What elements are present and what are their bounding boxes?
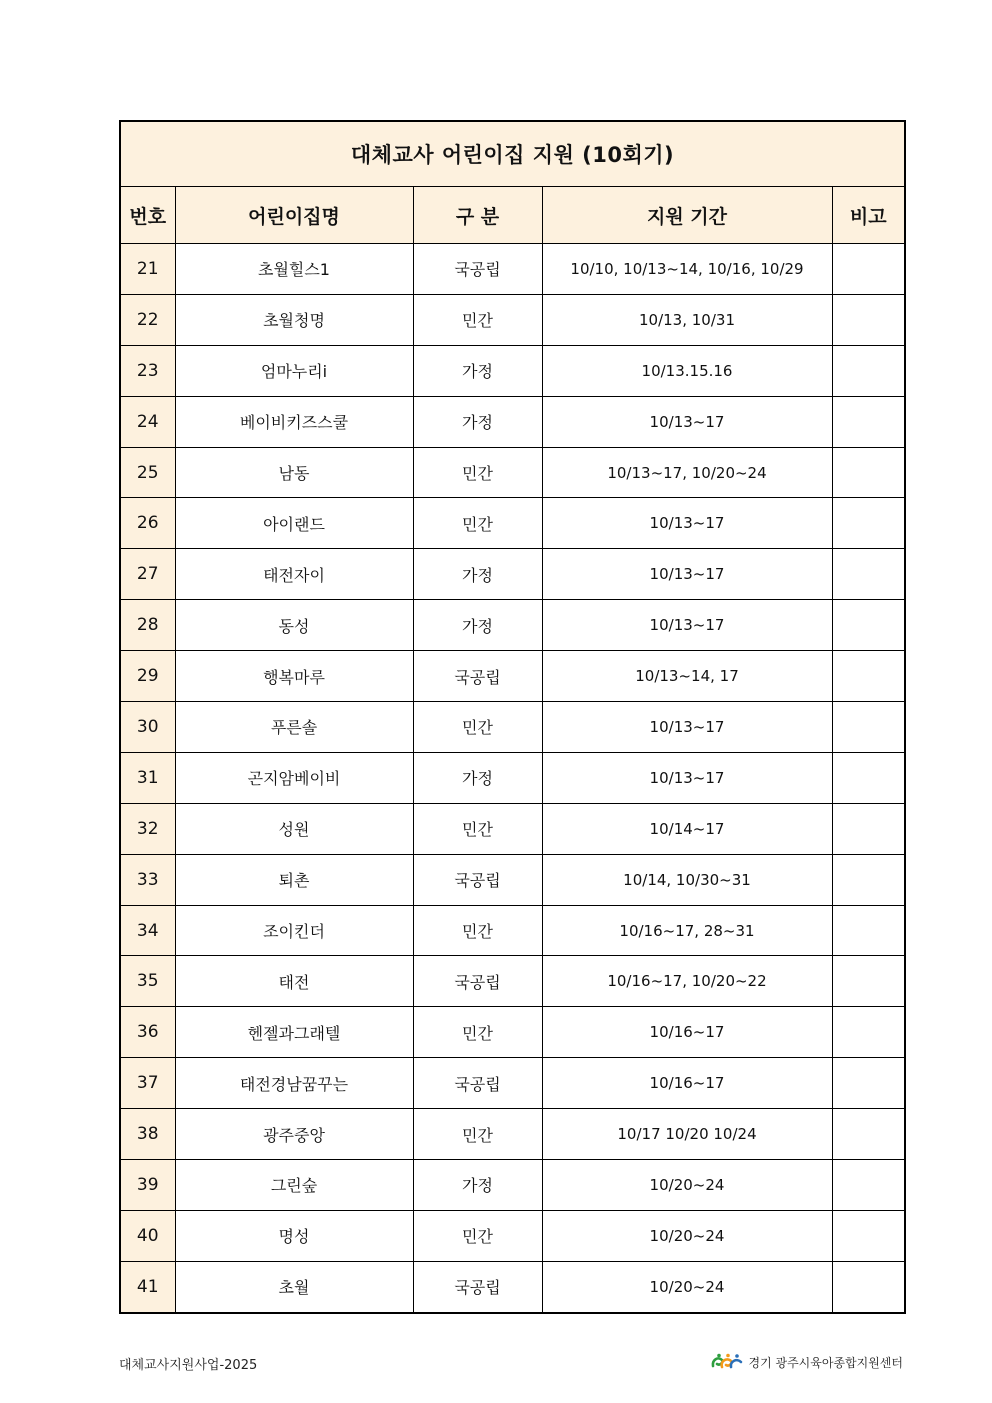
table-row — [120, 854, 905, 905]
table-row — [120, 1210, 905, 1261]
daycare-name: 광주중앙 — [175, 1109, 413, 1160]
support-period: 10/13~17 — [542, 702, 832, 753]
table-row — [120, 1058, 905, 1109]
row-number: 24 — [120, 396, 175, 447]
daycare-name: 베이비키즈스쿨 — [175, 396, 413, 447]
daycare-type: 민간 — [413, 803, 542, 854]
daycare-name: 명성 — [175, 1210, 413, 1261]
row-note — [832, 294, 905, 345]
table-row — [120, 396, 905, 447]
table-row — [120, 956, 905, 1007]
daycare-type: 가정 — [413, 345, 542, 396]
daycare-type: 가정 — [413, 1160, 542, 1211]
support-period: 10/16~17, 28~31 — [542, 905, 832, 956]
support-period: 10/20~24 — [542, 1160, 832, 1211]
table-row — [120, 345, 905, 396]
header-note: 비고 — [832, 187, 905, 244]
header-no: 번호 — [120, 187, 175, 244]
support-period: 10/20~24 — [542, 1210, 832, 1261]
daycare-name: 행복마루 — [175, 651, 413, 702]
daycare-name: 푸른솔 — [175, 702, 413, 753]
daycare-type: 가정 — [413, 600, 542, 651]
daycare-type: 민간 — [413, 1109, 542, 1160]
table-row — [120, 1109, 905, 1160]
row-note — [832, 549, 905, 600]
table-row — [120, 1261, 905, 1312]
support-period: 10/10, 10/13~14, 10/16, 10/29 — [542, 244, 832, 295]
table-row — [120, 752, 905, 803]
row-number: 22 — [120, 294, 175, 345]
row-number: 39 — [120, 1160, 175, 1211]
daycare-name: 곤지암베이비 — [175, 752, 413, 803]
row-note — [832, 498, 905, 549]
row-number: 37 — [120, 1058, 175, 1109]
table-row — [120, 702, 905, 753]
row-number: 34 — [120, 905, 175, 956]
row-number: 21 — [120, 244, 175, 295]
support-period: 10/13~17 — [542, 752, 832, 803]
row-note — [832, 1210, 905, 1261]
support-period: 10/13~14, 17 — [542, 651, 832, 702]
row-note — [832, 956, 905, 1007]
table-row — [120, 651, 905, 702]
footer-project-label: 대체교사지원사업-2025 — [119, 1358, 258, 1373]
center-logo-icon — [710, 1352, 744, 1372]
table-row — [120, 905, 905, 956]
row-note — [832, 1058, 905, 1109]
support-period: 10/14~17 — [542, 803, 832, 854]
support-period: 10/13~17 — [542, 600, 832, 651]
daycare-name: 동성 — [175, 600, 413, 651]
support-period: 10/17 10/20 10/24 — [542, 1109, 832, 1160]
row-note — [832, 905, 905, 956]
row-number: 35 — [120, 956, 175, 1007]
daycare-type: 국공립 — [413, 651, 542, 702]
table-row — [120, 549, 905, 600]
table-row — [120, 447, 905, 498]
row-number: 31 — [120, 752, 175, 803]
row-number: 27 — [120, 549, 175, 600]
row-number: 29 — [120, 651, 175, 702]
table-body — [120, 244, 905, 1313]
daycare-type: 국공립 — [413, 854, 542, 905]
support-period: 10/20~24 — [542, 1261, 832, 1312]
daycare-type: 민간 — [413, 702, 542, 753]
table-row — [120, 803, 905, 854]
daycare-name: 태전 — [175, 956, 413, 1007]
row-number: 25 — [120, 447, 175, 498]
daycare-name: 초월힐스1 — [175, 244, 413, 295]
row-note — [832, 854, 905, 905]
row-note — [832, 651, 905, 702]
row-note — [832, 803, 905, 854]
table-row — [120, 244, 905, 295]
daycare-name: 태전경남꿈꾸는 — [175, 1058, 413, 1109]
support-period: 10/14, 10/30~31 — [542, 854, 832, 905]
daycare-name: 초월 — [175, 1261, 413, 1312]
daycare-type: 민간 — [413, 905, 542, 956]
row-number: 32 — [120, 803, 175, 854]
table-row — [120, 1160, 905, 1211]
daycare-name: 초월청명 — [175, 294, 413, 345]
row-note — [832, 447, 905, 498]
row-number: 23 — [120, 345, 175, 396]
daycare-type: 민간 — [413, 498, 542, 549]
footer-center — [710, 1352, 903, 1372]
row-number: 36 — [120, 1007, 175, 1058]
daycare-type: 가정 — [413, 396, 542, 447]
daycare-name: 그린숲 — [175, 1160, 413, 1211]
row-number: 28 — [120, 600, 175, 651]
header-type: 구 분 — [413, 187, 542, 244]
support-period: 10/13, 10/31 — [542, 294, 832, 345]
table-title: 대체교사 어린이집 지원 (10회기) — [120, 121, 905, 187]
row-note — [832, 600, 905, 651]
support-table — [119, 120, 906, 1314]
daycare-type: 민간 — [413, 1210, 542, 1261]
daycare-type: 국공립 — [413, 1261, 542, 1312]
table-row — [120, 294, 905, 345]
daycare-type: 민간 — [413, 294, 542, 345]
table-row — [120, 600, 905, 651]
daycare-type: 국공립 — [413, 956, 542, 1007]
daycare-name: 조이킨더 — [175, 905, 413, 956]
support-period: 10/16~17, 10/20~22 — [542, 956, 832, 1007]
support-period: 10/13~17 — [542, 498, 832, 549]
row-number: 38 — [120, 1109, 175, 1160]
daycare-type: 민간 — [413, 1007, 542, 1058]
row-note — [832, 396, 905, 447]
daycare-type: 국공립 — [413, 1058, 542, 1109]
row-note — [832, 752, 905, 803]
support-period: 10/13~17 — [542, 549, 832, 600]
support-period: 10/13~17, 10/20~24 — [542, 447, 832, 498]
row-number: 33 — [120, 854, 175, 905]
daycare-name: 성원 — [175, 803, 413, 854]
header-name: 어린이집명 — [175, 187, 413, 244]
daycare-name: 퇴촌 — [175, 854, 413, 905]
daycare-name: 헨젤과그래텔 — [175, 1007, 413, 1058]
row-note — [832, 1007, 905, 1058]
daycare-name: 아이랜드 — [175, 498, 413, 549]
row-note — [832, 1109, 905, 1160]
row-number: 30 — [120, 702, 175, 753]
footer-center-name: 경기 광주시육아종합지원센터 — [748, 1355, 903, 1370]
support-period: 10/16~17 — [542, 1058, 832, 1109]
row-note — [832, 1160, 905, 1211]
header-period: 지원 기간 — [542, 187, 832, 244]
row-number: 26 — [120, 498, 175, 549]
daycare-type: 국공립 — [413, 244, 542, 295]
row-note — [832, 702, 905, 753]
daycare-name: 엄마누리i — [175, 345, 413, 396]
row-note — [832, 244, 905, 295]
daycare-type: 가정 — [413, 752, 542, 803]
daycare-type: 가정 — [413, 549, 542, 600]
support-period: 10/13~17 — [542, 396, 832, 447]
support-period: 10/13.15.16 — [542, 345, 832, 396]
daycare-name: 태전자이 — [175, 549, 413, 600]
row-number: 40 — [120, 1210, 175, 1261]
daycare-name: 남동 — [175, 447, 413, 498]
table-row — [120, 1007, 905, 1058]
table-row — [120, 498, 905, 549]
daycare-type: 민간 — [413, 447, 542, 498]
row-note — [832, 345, 905, 396]
row-number: 41 — [120, 1261, 175, 1312]
support-period: 10/16~17 — [542, 1007, 832, 1058]
row-note — [832, 1261, 905, 1312]
